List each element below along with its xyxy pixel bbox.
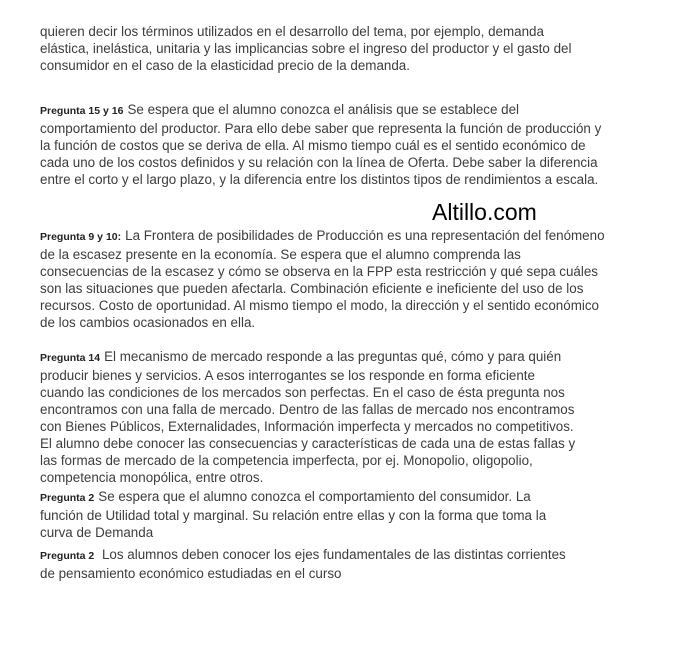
question-label: Pregunta 2 bbox=[40, 550, 95, 562]
text-line bbox=[40, 348, 575, 367]
text-line bbox=[40, 546, 566, 565]
intro-paragraph bbox=[40, 23, 571, 74]
question-label: Pregunta 9 y 10: bbox=[40, 231, 122, 243]
text-line: con Bienes Públicos, Externalidades, Información imperfecta y mercados no competitivos. bbox=[40, 419, 574, 434]
text-line: elástica, inelástica, unitaria y las implicancias sobre el ingreso del productor y el gasto del bbox=[40, 41, 572, 56]
text-line: producir bienes y servicios. A esos interrogantes se los responde en forma eficiente bbox=[40, 368, 535, 383]
question-label: Pregunta 2 bbox=[40, 492, 95, 504]
text-line: consecuencias de la escasez y cómo se observa en la FPP esta restricción y qué sepa cuáles bbox=[40, 264, 598, 279]
text-line: de la escasez presente en la economía. Se espera que el alumno comprenda las bbox=[40, 247, 521, 262]
section-pregunta-15-16 bbox=[40, 101, 601, 188]
section-pregunta-14 bbox=[40, 348, 575, 486]
text-line: las formas de mercado de la competencia imperfecta, por ej. Monopolio, oligopolio, bbox=[40, 453, 533, 468]
question-label: Pregunta 15 y 16 bbox=[40, 105, 124, 117]
text-line-content: El mecanismo de mercado responde a las preguntas qué, cómo y para quién bbox=[104, 349, 562, 364]
section-pregunta-2-consumidor bbox=[40, 488, 546, 541]
text-line-content: Se espera que el alumno conozca el comportamiento del consumidor. La bbox=[98, 489, 531, 504]
text-line: la función de costos que se deriva de ella. Al mismo tiempo cuál es el sentido económico de bbox=[40, 138, 586, 153]
text-line bbox=[40, 227, 605, 246]
text-line-content: La Frontera de posibilidades de Producción es una representación del fenómeno bbox=[125, 228, 605, 243]
text-line: cada uno de los costos definidos y su relación con la línea de Oferta. Debe saber la diferencia bbox=[40, 155, 598, 170]
text-line: de pensamiento económico estudiadas en el curso bbox=[40, 566, 342, 581]
text-line: consumidor en el caso de la elasticidad precio de la demanda. bbox=[40, 58, 410, 73]
watermark-text: Altillo.com bbox=[432, 199, 537, 225]
text-line-content: Los alumnos deben conocer los ejes fundamentales de las distintas corrientes bbox=[98, 547, 566, 562]
text-line: entre el corto y el largo plazo, y la diferencia entre los distintos tipos de rendimientos a escala. bbox=[40, 172, 599, 187]
section-pregunta-9-10 bbox=[40, 227, 605, 331]
text-line: encontramos con una falla de mercado. Dentro de las fallas de mercado nos encontramos bbox=[40, 402, 575, 417]
text-line: recursos. Costo de oportunidad. Al mismo tiempo el modo, la dirección y el sentido económico bbox=[40, 298, 599, 313]
text-line: competencia monopólica, entre otros. bbox=[40, 470, 264, 485]
text-line bbox=[40, 101, 601, 120]
text-line: son las situaciones que pueden afectarla. Combinación eficiente e ineficiente del uso de los bbox=[40, 281, 584, 296]
question-label: Pregunta 14 bbox=[40, 352, 101, 364]
text-line: curva de Demanda bbox=[40, 525, 154, 540]
text-line bbox=[40, 488, 546, 507]
text-line: función de Utilidad total y marginal. Su relación entre ellas y con la forma que toma la bbox=[40, 508, 547, 523]
text-line-content: Se espera que el alumno conozca el análisis que se establece del bbox=[127, 102, 520, 117]
section-pregunta-2-corrientes bbox=[40, 546, 566, 582]
text-line: cuando las condiciones de los mercados son perfectas. En el caso de ésta pregunta nos bbox=[40, 385, 565, 400]
text-line: de los cambios ocasionados en ella. bbox=[40, 315, 256, 330]
text-line: El alumno debe conocer las consecuencias y características de cada una de estas fallas y bbox=[40, 436, 576, 451]
text-line: quieren decir los términos utilizados en el desarrollo del tema, por ejemplo, demanda bbox=[40, 24, 544, 39]
text-line: comportamiento del productor. Para ello debe saber que representa la función de producción y bbox=[40, 121, 602, 136]
